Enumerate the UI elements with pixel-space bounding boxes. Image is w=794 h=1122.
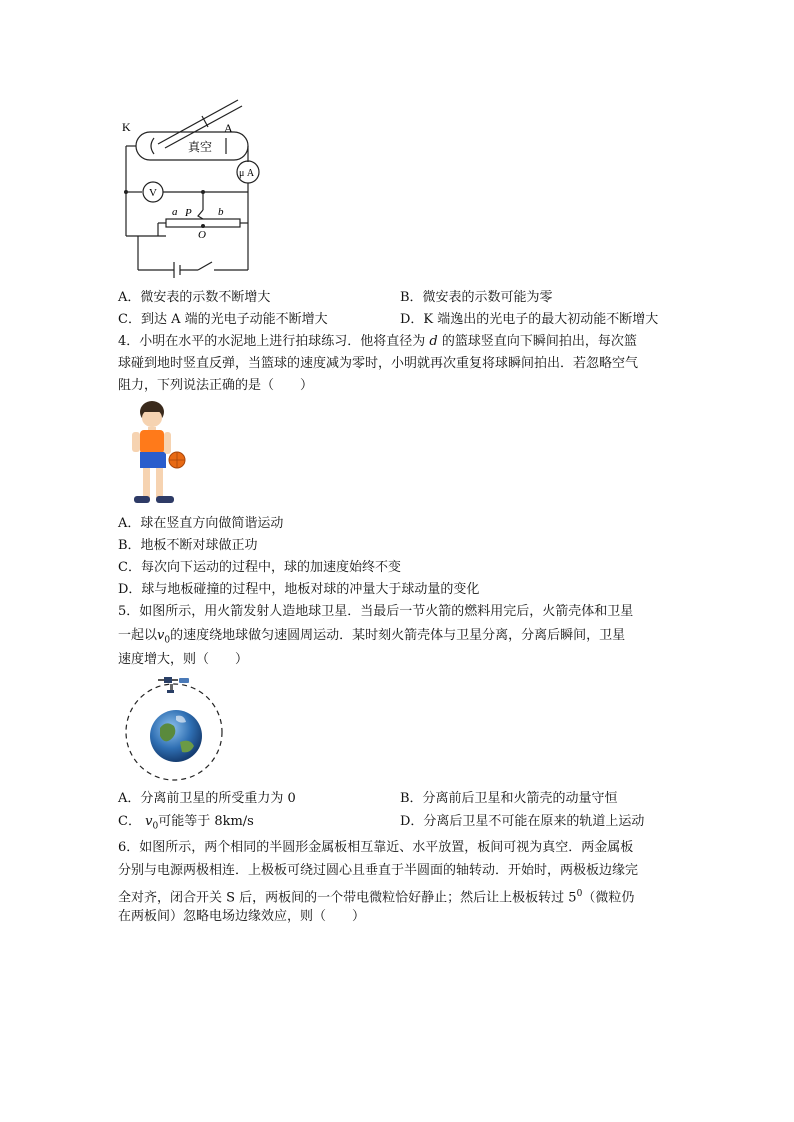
label-voltmeter: V <box>149 187 157 199</box>
q3-option-c: C．到达 A 端的光电子动能不断增大 <box>118 312 328 327</box>
q5-option-c-prefix: C． <box>118 814 141 829</box>
q3-option-b: B．微安表的示数可能为零 <box>400 290 553 305</box>
q5-stem-line-1: 5．如图所示，用火箭发射人造地球卫星．当最后一节火箭的燃料用完后，火箭壳体和卫星 <box>118 604 634 619</box>
label-p: P <box>185 207 192 219</box>
q5-option-d: D．分离后卫星不可能在原来的轨道上运动 <box>400 814 645 829</box>
q5-option-c-text: 可能等于 8km/s <box>158 814 254 829</box>
q5-option-c-var-v: v <box>145 814 153 829</box>
label-o: O <box>198 229 206 241</box>
q4-option-c: C．每次向下运动的过程中，球的加速度始终不变 <box>118 560 401 575</box>
label-a-terminal: a <box>172 206 178 218</box>
q4-stem-part-1: 4．小明在水平的水泥地上进行拍球练习．他将直径为 <box>118 334 426 349</box>
q4-stem-line-1 <box>118 333 637 351</box>
q5-var-sub: 0 <box>164 635 171 646</box>
label-k: K <box>122 120 131 134</box>
label-microammeter: μ A <box>239 168 255 179</box>
q4-stem-line-2: 球碰到地时竖直反弹，当篮球的速度减为零时，小明就再次重复将球瞬间拍出．若忽略空气 <box>118 356 639 371</box>
label-vacuum: 真空 <box>188 140 213 154</box>
q5-option-c <box>118 813 254 836</box>
q4-option-b: B．地板不断对球做正功 <box>118 538 258 553</box>
q6-stem-line-2: 分别与电源两极相连．上极板可绕过圆心且垂直于半圆面的轴转动．开始时，两极板边缘完 <box>118 863 639 878</box>
q4-option-d: D．球与地板碰撞的过程中，地板对球的冲量大于球动量的变化 <box>118 582 480 597</box>
q4-stem-part-2: 的篮球竖直向下瞬间拍出，每次篮 <box>441 334 637 349</box>
q6-degree-mark: 0 <box>576 889 583 899</box>
label-a: A <box>224 121 233 135</box>
q3-option-d: D．K 端逸出的光电子的最大初动能不断增大 <box>400 312 659 327</box>
q6-stem-line-1: 6．如图所示，两个相同的半圆形金属板相互靠近、水平放置，板间可视为真空．两金属板 <box>118 840 634 855</box>
q6-stem-line-4: 在两板间）忽略电场边缘效应，则（ ） <box>118 909 366 924</box>
q5-var-v: v <box>157 628 165 643</box>
photoelectric-circuit-figure <box>118 92 268 278</box>
q5-option-c-var-sub: 0 <box>152 821 159 832</box>
q4-var-d: d <box>429 334 438 349</box>
q5-option-b: B．分离前后卫星和火箭壳的动量守恒 <box>400 791 618 806</box>
q6-stem-line-3 <box>118 885 634 907</box>
q6-stem-part-2: （微粒仍 <box>582 890 635 906</box>
q6-stem-part-1: 全对齐，闭合开关 S 后，两板间的一个带电微粒恰好静止；然后让上极板转过 5 <box>118 890 577 906</box>
q5-stem-line-3: 速度增大，则（ ） <box>118 652 249 667</box>
q5-stem-part-pre: 一起以 <box>118 628 158 643</box>
q5-stem-part-post: 的速度绕地球做匀速圆周运动．某时刻火箭壳体与卫星分离，分离后瞬间，卫星 <box>170 628 626 643</box>
q5-option-a: A．分离前卫星的所受重力为 0 <box>118 791 296 806</box>
q5-stem-line-2 <box>118 627 625 650</box>
satellite-orbit-figure <box>120 672 228 784</box>
q4-option-a: A．球在竖直方向做简谐运动 <box>118 516 284 531</box>
q3-option-a: A．微安表的示数不断增大 <box>118 290 271 305</box>
q4-stem-line-3: 阻力，下列说法正确的是（ ） <box>118 378 314 393</box>
boy-dribbling-basketball-figure <box>122 398 194 510</box>
label-b: b <box>218 206 224 218</box>
